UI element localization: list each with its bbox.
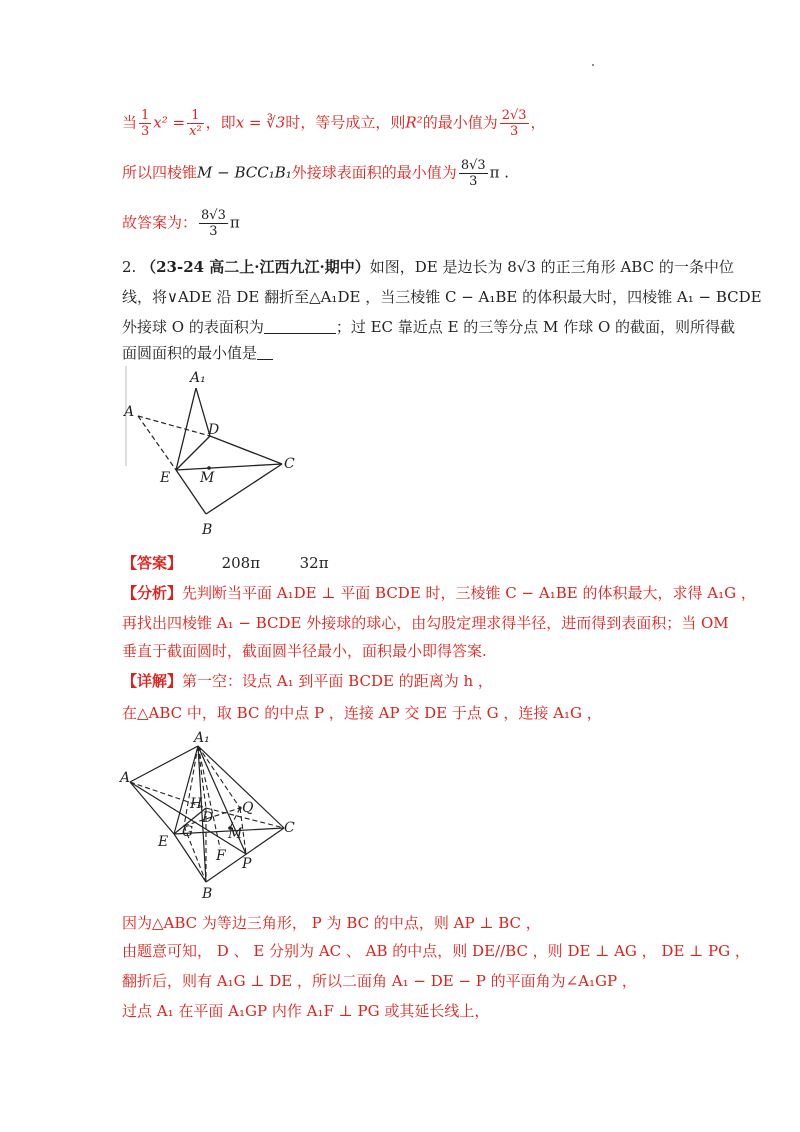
label-C: C (284, 456, 295, 472)
text-fragment: 时，等号成立，则 (285, 113, 406, 132)
label-F: F (216, 848, 226, 864)
edge-DC (210, 436, 282, 464)
label-C: C (284, 820, 295, 836)
detail-text: 翻折后，则有 A₁G ⊥ DE ，所以二面角 A₁ − DE − P 的平面角为∠A₁GP ， (122, 972, 637, 990)
text-fragment: ， (530, 113, 546, 132)
question-text: 外接球 O 的表面积为 (122, 318, 264, 336)
answer-value-2: 32π (299, 554, 329, 572)
label-E: E (160, 470, 171, 486)
label-A: A (120, 770, 131, 786)
text-fragment: π . (489, 163, 510, 182)
label-E: E (158, 834, 169, 850)
analysis-text: 先判断当平面 A₁DE ⊥ 平面 BCDE 时，三棱锥 C − A₁BE 的体积最大，求得 A₁G ， (182, 584, 756, 602)
label-M: M (228, 826, 243, 842)
label-M: M (200, 470, 215, 486)
label-A1: A₁ (194, 730, 210, 746)
label-D: D (202, 810, 214, 826)
detail-label: 【详解】 (122, 672, 183, 690)
text-fragment: 外接球表面积的最小值为 (291, 163, 457, 182)
detail-line-2 (122, 702, 602, 724)
analysis-label: 【分析】 (122, 584, 183, 602)
label-B: B (202, 886, 213, 902)
detail-text: 由题意可知， D 、 E 分别为 AC 、 AB 的中点，则 DE//BC ，则 DE ⊥ AG ， DE ⊥ PG ， (122, 942, 750, 960)
answer-blank-2 (257, 345, 273, 360)
detail-text: 在△ABC 中，取 BC 的中点 P ，连接 AP 交 DE 于点 G ，连接 A₁G ， (122, 704, 602, 722)
answer-label: 【答案】 (122, 554, 183, 572)
detail-line-3 (122, 912, 541, 934)
edge-EC (176, 464, 282, 470)
detail-line-4 (122, 940, 750, 962)
question-line-2 (122, 286, 762, 308)
edge-AD (138, 416, 210, 436)
label-D: D (208, 422, 220, 438)
label-G: G (182, 824, 194, 840)
math-fragment: x² = (153, 113, 186, 132)
analysis-line-2 (122, 612, 729, 634)
prev-solution-line-3 (122, 208, 240, 239)
question-text: 面圆面积的最小值是 (122, 344, 258, 362)
detail-text: 因为△ABC 为等边三角形， P 为 BC 的中点，则 AP ⊥ BC ， (122, 914, 541, 932)
detail-line-5 (122, 970, 637, 992)
math-fragment: x = ∛3 (235, 113, 286, 132)
fraction-one-over-x2: $\frac{1}{\text{x²}}$ (189, 108, 202, 139)
detail-line-1 (122, 670, 493, 692)
label-Q: Q (242, 800, 254, 816)
page-dot (592, 64, 594, 66)
edge-DE (176, 436, 210, 470)
question-text: ；过 EC 靠近点 E 的三等分点 M 作球 O 的截面，则所得截 (335, 318, 736, 336)
fraction-one-third: $\frac{1}{3}$ (141, 108, 150, 139)
question-number: 2. (122, 258, 137, 276)
question-line-3 (122, 316, 735, 338)
text-fragment: 的最小值为 (422, 113, 498, 132)
figure-folded-triangle (118, 366, 318, 540)
text-fragment: 故答案为： (122, 213, 198, 232)
answer-line (122, 552, 329, 574)
text-fragment: ，即 (205, 113, 236, 132)
analysis-line-1 (122, 582, 756, 604)
prev-solution-line-2 (122, 158, 509, 189)
analysis-text: 垂直于截面圆时，截面圆半径最小，面积最小即得答案. (122, 642, 487, 660)
analysis-line-3 (122, 640, 487, 662)
detail-text: 第一空：设点 A₁ 到平面 BCDE 的距离为 h ， (182, 672, 493, 690)
edge-A1-Q (198, 746, 240, 808)
edge-A-P (130, 782, 246, 854)
answer-value-1: 208π (221, 554, 261, 572)
fraction-value: $\frac{8√3}{3}$ (201, 208, 226, 239)
detail-line-6 (122, 1000, 489, 1022)
fraction-value: $\frac{2√3}{3}$ (501, 108, 527, 139)
question-line-1 (122, 256, 734, 278)
text-fragment: 当 (122, 113, 138, 132)
label-H: H (190, 796, 203, 812)
edge-AE (138, 416, 176, 470)
analysis-text: 再找出四棱锥 A₁ − BCDE 外接球的球心，由勾股定理求得半径，进而得到表面积；当 OM (122, 614, 729, 632)
edge-A-E (130, 782, 174, 834)
question-text: 线，将∨ADE 沿 DE 翻折至△A₁DE ，当三棱锥 C − A₁BE 的体积最大时，四棱锥 A₁ − BCDE (122, 288, 762, 306)
math-fragment: R² (405, 113, 423, 132)
label-P: P (242, 856, 252, 872)
edge-A1-A (130, 746, 198, 782)
fraction-value: $\frac{8√3}{3}$ (460, 158, 486, 189)
label-B: B (202, 522, 213, 538)
question-source: （23-24 高二上·江西九江·期中） (141, 258, 370, 276)
label-A1: A₁ (190, 370, 206, 386)
edge-A1-G (184, 746, 198, 826)
answer-blank-1 (264, 319, 336, 334)
figure-pyramid-sphere (118, 730, 318, 902)
question-line-4 (122, 342, 273, 364)
edge-A1E (176, 388, 196, 470)
label-A: A (124, 404, 135, 420)
text-fragment: 所以四棱锥 (122, 163, 198, 182)
edge-CB (206, 464, 282, 514)
edge-A1-E (174, 746, 198, 834)
math-fragment: M − BCC₁B₁ (197, 163, 292, 182)
detail-text: 过点 A₁ 在平面 A₁GP 内作 A₁F ⊥ PG 或其延长线上， (122, 1002, 490, 1020)
prev-solution-line-1 (122, 108, 546, 139)
text-fragment: π (229, 213, 240, 232)
question-text: 如图，DE 是边长为 8√3 的正三角形 ABC 的一条中位 (369, 258, 734, 276)
